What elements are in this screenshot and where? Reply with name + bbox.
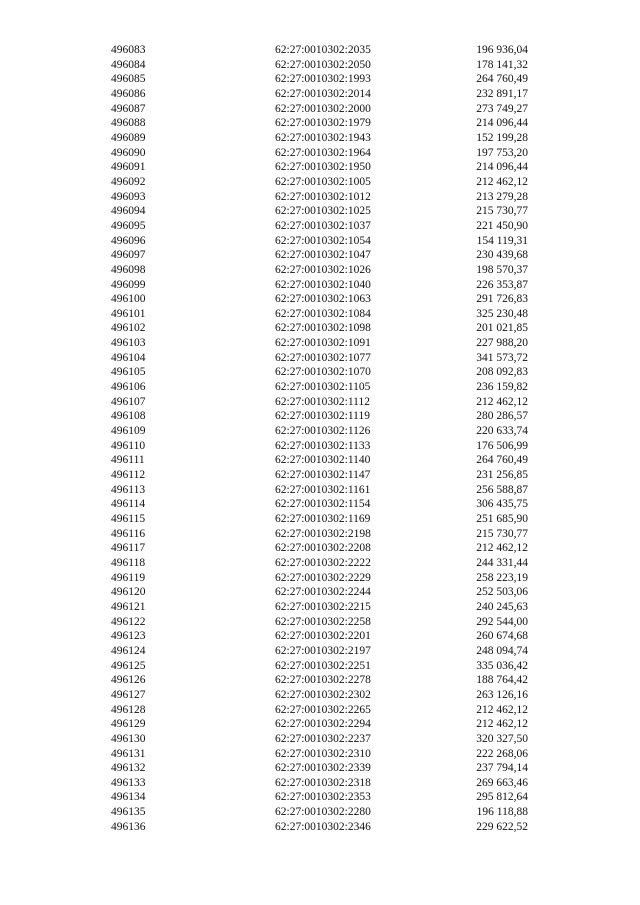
table-row [0, 43, 640, 58]
table-row [0, 424, 640, 439]
row-number-cell: 496100 [111, 293, 146, 306]
cadastral-number-cell: 62:27:0010302:1005 [275, 175, 371, 188]
table-row [0, 483, 640, 498]
cadastral-number-cell: 62:27:0010302:1979 [275, 117, 371, 130]
cadastral-value-cell: 152 199,28 [476, 131, 528, 144]
cadastral-number-cell: 62:27:0010302:1950 [275, 161, 371, 174]
table-row [0, 278, 640, 293]
cadastral-number-cell: 62:27:0010302:2280 [275, 806, 371, 819]
row-number-cell: 496135 [111, 806, 146, 819]
table-row [0, 453, 640, 468]
row-number-cell: 496090 [111, 146, 146, 159]
table-row [0, 146, 640, 161]
row-number-cell: 496099 [111, 278, 146, 291]
table-row [0, 380, 640, 395]
cadastral-value-cell: 215 730,77 [476, 527, 528, 540]
cadastral-number-cell: 62:27:0010302:1147 [275, 469, 371, 482]
cadastral-value-cell: 335 036,42 [476, 659, 528, 672]
cadastral-value-cell: 231 256,85 [476, 469, 528, 482]
cadastral-value-cell: 154 119,31 [476, 234, 528, 247]
row-number-cell: 496108 [111, 410, 146, 423]
table-row [0, 321, 640, 336]
cadastral-value-cell: 212 462,12 [476, 175, 528, 188]
cadastral-number-cell: 62:27:0010302:2014 [275, 87, 371, 100]
row-number-cell: 496109 [111, 425, 146, 438]
cadastral-value-cell: 273 749,27 [476, 102, 528, 115]
cadastral-value-cell: 201 021,85 [476, 322, 528, 335]
table-row [0, 439, 640, 454]
table-row [0, 585, 640, 600]
cadastral-number-cell: 62:27:0010302:1037 [275, 219, 371, 232]
table-row [0, 732, 640, 747]
cadastral-value-cell: 252 503,06 [476, 586, 528, 599]
cadastral-number-cell: 62:27:0010302:1140 [275, 454, 371, 467]
table-row [0, 72, 640, 87]
row-number-cell: 496124 [111, 644, 146, 657]
cadastral-number-cell: 62:27:0010302:2000 [275, 102, 371, 115]
cadastral-value-cell: 212 462,12 [476, 718, 528, 731]
cadastral-number-cell: 62:27:0010302:1012 [275, 190, 371, 203]
table-row [0, 234, 640, 249]
cadastral-number-cell: 62:27:0010302:2353 [275, 791, 371, 804]
row-number-cell: 496131 [111, 747, 146, 760]
cadastral-number-cell: 62:27:0010302:1964 [275, 146, 371, 159]
row-number-cell: 496095 [111, 219, 146, 232]
cadastral-number-cell: 62:27:0010302:1993 [275, 73, 371, 86]
row-number-cell: 496125 [111, 659, 146, 672]
table-row [0, 673, 640, 688]
row-number-cell: 496120 [111, 586, 146, 599]
table-row [0, 629, 640, 644]
cadastral-value-cell: 292 544,00 [476, 615, 528, 628]
table-row [0, 512, 640, 527]
row-number-cell: 496102 [111, 322, 146, 335]
cadastral-value-cell: 269 663,46 [476, 776, 528, 789]
row-number-cell: 496113 [111, 483, 146, 496]
row-number-cell: 496112 [111, 469, 146, 482]
cadastral-number-cell: 62:27:0010302:2237 [275, 732, 371, 745]
cadastral-value-cell: 264 760,49 [476, 454, 528, 467]
row-number-cell: 496088 [111, 117, 146, 130]
table-row [0, 365, 640, 380]
cadastral-number-cell: 62:27:0010302:1063 [275, 293, 371, 306]
cadastral-value-cell: 263 126,16 [476, 688, 528, 701]
row-number-cell: 496092 [111, 175, 146, 188]
cadastral-number-cell: 62:27:0010302:2265 [275, 703, 371, 716]
table-row [0, 409, 640, 424]
cadastral-value-cell: 178 141,32 [476, 58, 528, 71]
cadastral-value-cell: 232 891,17 [476, 87, 528, 100]
cadastral-value-cell: 325 230,48 [476, 307, 528, 320]
row-number-cell: 496126 [111, 674, 146, 687]
row-number-cell: 496098 [111, 263, 146, 276]
table-row [0, 336, 640, 351]
table-row [0, 351, 640, 366]
cadastral-number-cell: 62:27:0010302:1112 [275, 395, 370, 408]
cadastral-number-cell: 62:27:0010302:1098 [275, 322, 371, 335]
row-number-cell: 496107 [111, 395, 146, 408]
table-row [0, 248, 640, 263]
cadastral-value-cell: 248 094,74 [476, 644, 528, 657]
cadastral-number-cell: 62:27:0010302:1047 [275, 249, 371, 262]
cadastral-value-cell: 280 286,57 [476, 410, 528, 423]
cadastral-value-cell: 197 753,20 [476, 146, 528, 159]
table-row [0, 805, 640, 820]
cadastral-number-cell: 62:27:0010302:2294 [275, 718, 371, 731]
row-number-cell: 496086 [111, 87, 146, 100]
cadastral-number-cell: 62:27:0010302:1119 [275, 410, 370, 423]
cadastral-value-cell: 251 685,90 [476, 513, 528, 525]
row-number-cell: 496130 [111, 732, 146, 745]
row-number-cell: 496083 [111, 44, 146, 56]
cadastral-number-cell: 62:27:0010302:1091 [275, 337, 371, 350]
cadastral-value-cell: 260 674,68 [476, 630, 528, 643]
table-row [0, 541, 640, 556]
row-number-cell: 496085 [111, 73, 146, 86]
cadastral-number-cell: 62:27:0010302:2208 [275, 542, 371, 555]
cadastral-number-cell: 62:27:0010302:2346 [275, 820, 371, 833]
cadastral-value-cell: 230 439,68 [476, 249, 528, 262]
cadastral-value-cell: 226 353,87 [476, 278, 528, 291]
table-row [0, 688, 640, 703]
table-row [0, 556, 640, 571]
row-number-cell: 496106 [111, 381, 146, 394]
cadastral-number-cell: 62:27:0010302:1054 [275, 234, 371, 247]
row-number-cell: 496093 [111, 190, 146, 203]
cadastral-value-cell: 227 988,20 [476, 337, 528, 350]
table-row [0, 468, 640, 483]
cadastral-number-cell: 62:27:0010302:1169 [275, 513, 371, 525]
row-number-cell: 496123 [111, 630, 146, 643]
cadastral-number-cell: 62:27:0010302:2035 [275, 44, 371, 56]
cadastral-number-cell: 62:27:0010302:1154 [275, 498, 371, 511]
row-number-cell: 496134 [111, 791, 146, 804]
table-row [0, 263, 640, 278]
cadastral-number-cell: 62:27:0010302:1161 [275, 483, 371, 496]
row-number-cell: 496119 [111, 571, 146, 584]
table-row [0, 747, 640, 762]
row-number-cell: 496087 [111, 102, 146, 115]
table-row [0, 703, 640, 718]
cadastral-value-cell: 236 159,82 [476, 381, 528, 394]
row-number-cell: 496101 [111, 307, 146, 320]
cadastral-value-cell: 295 812,64 [476, 791, 528, 804]
cadastral-number-cell: 62:27:0010302:2318 [275, 776, 371, 789]
cadastral-value-cell: 222 268,06 [476, 747, 528, 760]
table-row [0, 615, 640, 630]
cadastral-number-cell: 62:27:0010302:2050 [275, 58, 371, 71]
cadastral-value-cell: 213 279,28 [476, 190, 528, 203]
cadastral-value-cell: 212 462,12 [476, 395, 528, 408]
cadastral-value-cell: 320 327,50 [476, 732, 528, 745]
cadastral-value-cell: 291 726,83 [476, 293, 528, 306]
table-row [0, 497, 640, 512]
table-row [0, 395, 640, 410]
table-row [0, 87, 640, 102]
cadastral-value-cell: 212 462,12 [476, 542, 528, 555]
row-number-cell: 496089 [111, 131, 146, 144]
table-row [0, 776, 640, 791]
table-row [0, 820, 640, 835]
table-row [0, 190, 640, 205]
cadastral-value-cell: 244 331,44 [476, 556, 528, 569]
row-number-cell: 496132 [111, 762, 146, 775]
cadastral-value-cell: 264 760,49 [476, 73, 528, 86]
cadastral-number-cell: 62:27:0010302:1040 [275, 278, 371, 291]
row-number-cell: 496118 [111, 556, 146, 569]
cadastral-number-cell: 62:27:0010302:1070 [275, 366, 371, 379]
table-row [0, 644, 640, 659]
cadastral-value-table [0, 43, 640, 834]
table-row [0, 102, 640, 117]
cadastral-number-cell: 62:27:0010302:2222 [275, 556, 371, 569]
row-number-cell: 496115 [111, 513, 146, 525]
table-row [0, 307, 640, 322]
table-row [0, 175, 640, 190]
cadastral-number-cell: 62:27:0010302:2258 [275, 615, 371, 628]
table-row [0, 116, 640, 131]
row-number-cell: 496114 [111, 498, 146, 511]
cadastral-value-cell: 188 764,42 [476, 674, 528, 687]
table-row [0, 204, 640, 219]
row-number-cell: 496110 [111, 439, 146, 452]
cadastral-value-cell: 341 573,72 [476, 351, 528, 364]
cadastral-number-cell: 62:27:0010302:2198 [275, 527, 371, 540]
table-row [0, 717, 640, 732]
cadastral-number-cell: 62:27:0010302:2251 [275, 659, 371, 672]
cadastral-number-cell: 62:27:0010302:2197 [275, 644, 371, 657]
row-number-cell: 496097 [111, 249, 146, 262]
row-number-cell: 496121 [111, 600, 146, 613]
cadastral-value-cell: 196 118,88 [476, 806, 528, 819]
row-number-cell: 496117 [111, 542, 146, 555]
cadastral-value-cell: 198 570,37 [476, 263, 528, 276]
cadastral-value-cell: 214 096,44 [476, 161, 528, 174]
row-number-cell: 496105 [111, 366, 146, 379]
cadastral-number-cell: 62:27:0010302:1126 [275, 425, 371, 438]
cadastral-value-cell: 212 462,12 [476, 703, 528, 716]
row-number-cell: 496116 [111, 527, 146, 540]
cadastral-number-cell: 62:27:0010302:1025 [275, 205, 371, 218]
row-number-cell: 496103 [111, 337, 146, 350]
row-number-cell: 496094 [111, 205, 146, 218]
cadastral-value-cell: 176 506,99 [476, 439, 528, 452]
cadastral-value-cell: 229 622,52 [476, 820, 528, 833]
cadastral-number-cell: 62:27:0010302:1133 [275, 439, 371, 452]
cadastral-number-cell: 62:27:0010302:1084 [275, 307, 371, 320]
cadastral-value-cell: 196 936,04 [476, 44, 528, 56]
table-row [0, 58, 640, 73]
cadastral-number-cell: 62:27:0010302:2278 [275, 674, 371, 687]
cadastral-value-cell: 214 096,44 [476, 117, 528, 130]
cadastral-number-cell: 62:27:0010302:2302 [275, 688, 371, 701]
row-number-cell: 496129 [111, 718, 146, 731]
table-row [0, 219, 640, 234]
cadastral-number-cell: 62:27:0010302:2201 [275, 630, 371, 643]
table-row [0, 527, 640, 542]
cadastral-value-cell: 237 794,14 [476, 762, 528, 775]
cadastral-value-cell: 221 450,90 [476, 219, 528, 232]
row-number-cell: 496127 [111, 688, 146, 701]
row-number-cell: 496136 [111, 820, 146, 833]
table-row [0, 659, 640, 674]
cadastral-value-cell: 220 633,74 [476, 425, 528, 438]
row-number-cell: 496091 [111, 161, 146, 174]
cadastral-number-cell: 62:27:0010302:2310 [275, 747, 371, 760]
row-number-cell: 496128 [111, 703, 146, 716]
cadastral-number-cell: 62:27:0010302:2229 [275, 571, 371, 584]
cadastral-value-cell: 256 588,87 [476, 483, 528, 496]
cadastral-number-cell: 62:27:0010302:1077 [275, 351, 371, 364]
table-row [0, 600, 640, 615]
cadastral-number-cell: 62:27:0010302:1026 [275, 263, 371, 276]
table-row [0, 292, 640, 307]
cadastral-number-cell: 62:27:0010302:1105 [275, 381, 371, 394]
cadastral-number-cell: 62:27:0010302:1943 [275, 131, 371, 144]
cadastral-value-cell: 208 092,83 [476, 366, 528, 379]
row-number-cell: 496111 [111, 454, 145, 467]
cadastral-number-cell: 62:27:0010302:2339 [275, 762, 371, 775]
table-row [0, 790, 640, 805]
row-number-cell: 496096 [111, 234, 146, 247]
table-row [0, 131, 640, 146]
row-number-cell: 496122 [111, 615, 146, 628]
row-number-cell: 496084 [111, 58, 146, 71]
cadastral-value-cell: 215 730,77 [476, 205, 528, 218]
row-number-cell: 496133 [111, 776, 146, 789]
cadastral-number-cell: 62:27:0010302:2244 [275, 586, 371, 599]
table-row [0, 571, 640, 586]
cadastral-number-cell: 62:27:0010302:2215 [275, 600, 371, 613]
cadastral-value-cell: 258 223,19 [476, 571, 528, 584]
table-row [0, 160, 640, 175]
table-row [0, 761, 640, 776]
cadastral-value-cell: 240 245,63 [476, 600, 528, 613]
cadastral-value-cell: 306 435,75 [476, 498, 528, 511]
row-number-cell: 496104 [111, 351, 146, 364]
